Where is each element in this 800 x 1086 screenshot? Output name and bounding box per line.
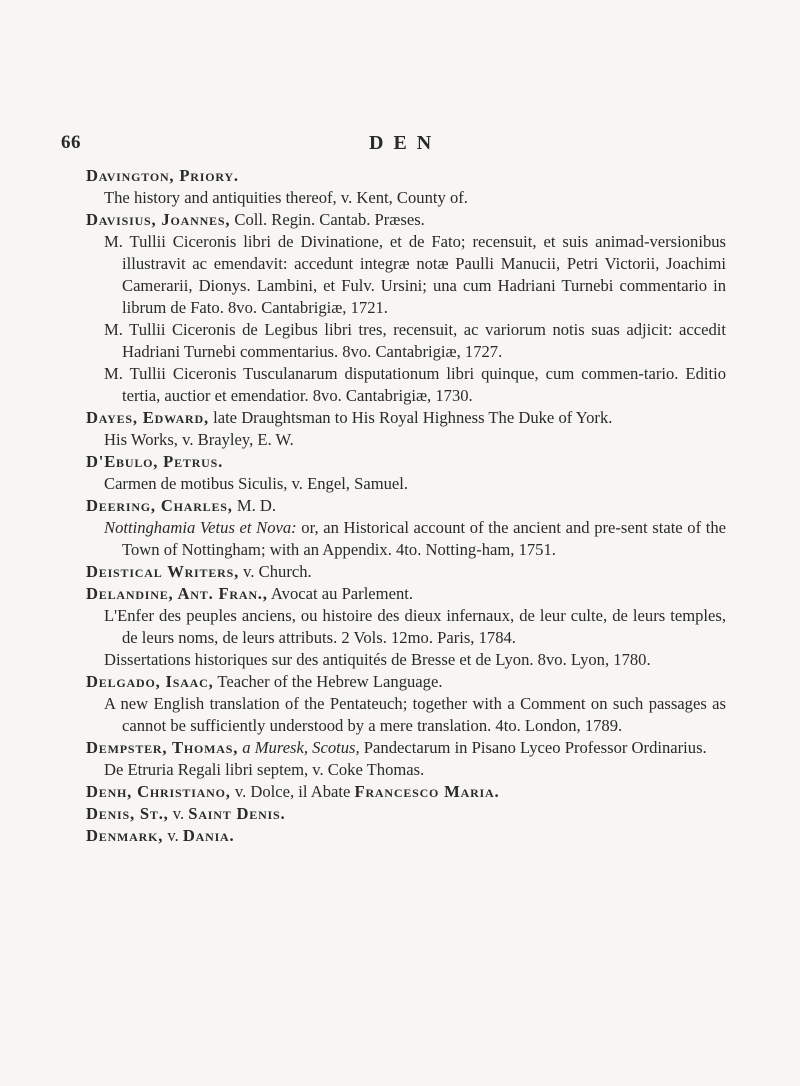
- entry-heading: [86, 803, 726, 825]
- entry-line: A new English translation of the Pentateuch; together with a Comment on such passages as cannot be sufficiently understood by a mere translation. 4to. London, 1789.: [104, 694, 726, 735]
- entry-heading-desc: Pandectarum in Pisano Lyceo Professor Ordinarius.: [359, 738, 707, 757]
- entry-heading-italic: a Muresk, Scotus,: [238, 738, 360, 757]
- entry-heading-name: Delgado, Isaac,: [86, 672, 214, 691]
- entry-heading: Davington, Priory.: [86, 166, 239, 185]
- entry-heading-name: Delandine, Ant. Fran.,: [86, 584, 268, 603]
- entry-deistical: [86, 561, 726, 583]
- entry-debulo: [86, 451, 726, 495]
- entry-heading-desc: v. Dolce, il Abate: [230, 782, 355, 801]
- page-header: [0, 132, 800, 156]
- page-number: 66: [61, 132, 81, 153]
- entry-line: Carmen de motibus Siculis, v. Engel, Samuel.: [104, 474, 409, 493]
- entry-heading: [86, 781, 726, 803]
- entry-heading: [86, 407, 726, 429]
- entry-line: [86, 517, 726, 561]
- entry-dempster: [86, 737, 726, 781]
- entry-heading-name: Denmark,: [86, 826, 164, 845]
- entry-line: M. Tullii Ciceronis de Legibus libri tres, recensuit, ac variorum notis suas adjicit: accedit Hadriani Turnebi commentarius. 8vo. Cantabrigiæ, 1727.: [104, 320, 726, 361]
- entry-denh: [86, 781, 726, 803]
- entry-heading: [86, 495, 726, 517]
- entry-heading: [86, 671, 726, 693]
- index-entries: [86, 165, 726, 847]
- entry-heading-ref: Francesco Maria.: [354, 782, 500, 801]
- entry-line-text: or, an Historical account of the ancient and pre-sent state of the Town of Nottingham; with an Appendix. 4to. Notting-ham, 1751.: [122, 518, 726, 559]
- entry-heading-desc: Avocat au Parlement.: [267, 584, 414, 603]
- entry-line: M. Tullii Ciceronis libri de Divinatione, et de Fato; recensuit, et suis animad-versionibus illustravit ac emendavit: accedunt integræ notæ Paulli Manucii, Petri Victorii, Joachimi Camerarii, Dionys. Lambini, et Fulv. Ursini; una cum Hadriani Turnebi commentario in librum de Fato. 8vo. Cantabrigiæ, 1721.: [104, 232, 726, 317]
- entry-heading-name: Davisius, Joannes,: [86, 210, 231, 229]
- entry-deering: [86, 495, 726, 561]
- entry-delandine: [86, 583, 726, 671]
- entry-heading-desc: v.: [168, 804, 189, 823]
- entry-heading-desc: M. D.: [232, 496, 277, 515]
- entry-heading-name: Denh, Christiano,: [86, 782, 231, 801]
- entry-heading: [86, 561, 726, 583]
- entry-heading-desc: v.: [163, 826, 183, 845]
- entry-heading-name: Dempster, Thomas,: [86, 738, 239, 757]
- entry-delgado: [86, 671, 726, 737]
- running-head: DEN: [369, 132, 442, 154]
- entry-denis: [86, 803, 726, 825]
- entry-heading-desc: v. Church.: [239, 562, 312, 581]
- entry-heading: [86, 737, 726, 759]
- entry-line: L'Enfer des peuples anciens, ou histoire des dieux infernaux, de leur culte, de leurs temples, de leurs noms, de leurs attributs. 2 Vols. 12mo. Paris, 1784.: [104, 606, 726, 647]
- entry-davisius: [86, 209, 726, 407]
- entry-heading-desc: Coll. Regin. Cantab. Præses.: [230, 210, 425, 229]
- entry-heading-ref: Dania.: [182, 826, 235, 845]
- entry-davington: [86, 165, 726, 209]
- entry-line: Dissertations historiques sur des antiquités de Bresse et de Lyon. 8vo. Lyon, 1780.: [104, 650, 651, 669]
- entry-heading-ref: Saint Denis.: [188, 804, 286, 823]
- entry-heading: [86, 209, 726, 231]
- entry-line: The history and antiquities thereof, v. Kent, County of.: [104, 188, 468, 207]
- entry-heading-name: Dayes, Edward,: [86, 408, 209, 427]
- entry-heading: D'Ebulo, Petrus.: [86, 452, 224, 471]
- entry-line: De Etruria Regali libri septem, v. Coke Thomas.: [104, 760, 425, 779]
- entry-heading-name: Deering, Charles,: [86, 496, 233, 515]
- entry-line: His Works, v. Brayley, E. W.: [104, 430, 294, 449]
- entry-line: M. Tullii Ciceronis Tusculanarum disputationum libri quinque, cum commen-tario. Editio tertia, auctior et emendatior. 8vo. Cantabrigiæ, 1730.: [104, 364, 726, 405]
- entry-heading-name: Denis, St.,: [86, 804, 169, 823]
- entry-heading: [86, 825, 726, 847]
- entry-heading-desc: Teacher of the Hebrew Language.: [213, 672, 443, 691]
- entry-title-italic: Nottinghamia Vetus et Nova:: [104, 518, 297, 537]
- entry-heading-name: Deistical Writers,: [86, 562, 240, 581]
- entry-denmark: [86, 825, 726, 847]
- entry-heading: [86, 583, 726, 605]
- entry-heading-desc: late Draughtsman to His Royal Highness The Duke of York.: [208, 408, 613, 427]
- entry-dayes: [86, 407, 726, 451]
